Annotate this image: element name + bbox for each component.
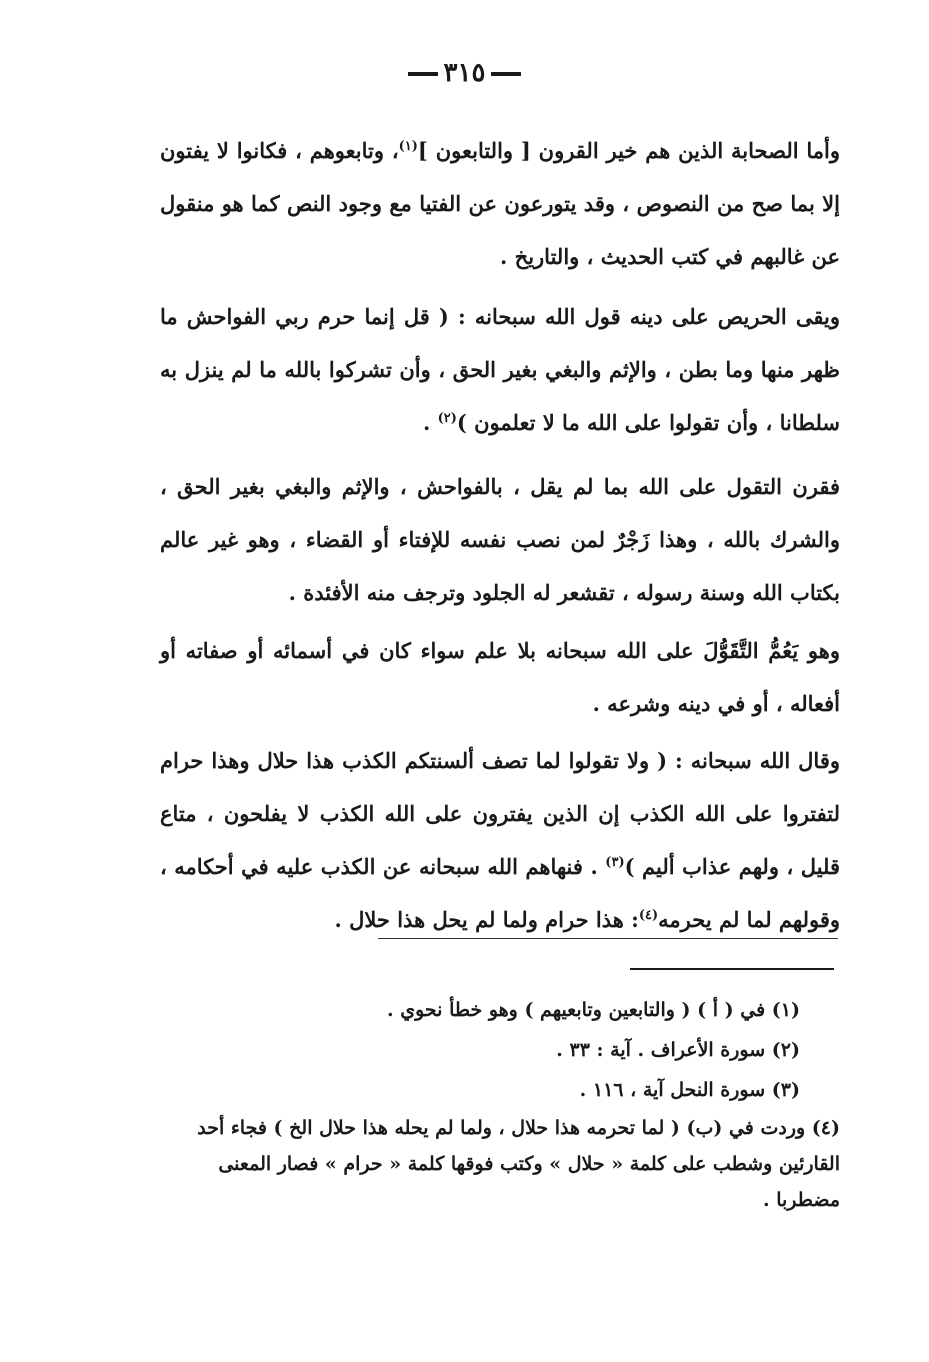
footnote-ref-2: (٢) <box>437 411 457 426</box>
footnote-2: (٢) سورة الأعراف . آية : ٣٣ . <box>556 1039 800 1061</box>
paragraph-3 <box>160 460 840 619</box>
dash-right <box>408 72 438 76</box>
paragraph-5-text-cont: . فنهاهم الله سبحانه عن الكذب عليه في أحكامه ، وقولهم لما لم يحرمه <box>160 854 840 932</box>
page-number <box>0 58 929 88</box>
dash-left <box>491 72 521 76</box>
paragraph-1 <box>160 124 840 283</box>
paragraph-5-text: وقال الله سبحانه : ( ولا تقولوا لما تصف ألسنتكم الكذب هذا حلال وهذا حرام لتفتروا على الله الكذب إن الذين يفترون على الله الكذب لا يفلحون ، متاع قليل ، ولهم عذاب أليم ) <box>160 748 841 879</box>
page-number-text: ٣١٥ <box>443 58 486 88</box>
paragraph-2 <box>160 290 840 449</box>
paragraph-5 <box>160 734 840 946</box>
paragraph-1-text-cont: ، وتابعوهم ، فكانوا لا يفتون إلا بما صح من النصوص ، وقد يتورعون عن الفتيا مع وجود النص كما هو منقول عن غالبهم في كتب الحديث ، والتاريخ . <box>160 138 840 269</box>
footnote-ref-1: (١) <box>398 139 418 154</box>
footnote-1: (١) في ( أ ) ( والتابعين وتابعيهم ) وهو خطأ نحوي . <box>387 999 800 1021</box>
footnote-ref-4: (٤) <box>638 908 659 923</box>
footnote-ref-3: (٣) <box>605 855 625 870</box>
paragraph-2-text-cont: . <box>422 410 431 435</box>
paragraph-3-text: فقرن التقول على الله بما لم يقل ، بالفواحش ، والإثم والبغي بغير الحق ، والشرك بالله ، وهذا زَجْرٌ لمن نصب نفسه للإفتاء أو القضاء ، وهو غير عالم بكتاب الله وسنة رسوله ، تقشعر له الجلود وترجف منه الأفئدة . <box>160 474 840 605</box>
footnote-3: (٣) سورة النحل آية ، ١١٦ . <box>579 1079 800 1101</box>
footnote-4: (٤) وردت في (ب) ( لما تحرمه هذا حلال ، ولما لم يحله هذا حلال الخ ) فجاء أحد القارئين وشطب على كلمة « حلال » وكتب فوقها كلمة « حرام » فصار المعنى مضطربا . <box>197 1117 840 1211</box>
paragraph-2-text: ويقى الحريص على دينه قول الله سبحانه : ( قل إنما حرم ربي الفواحش ما ظهر منها وما بطن ، والإثم والبغي بغير الحق ، وأن تشركوا بالله ما لم ينزل به سلطانا ، وأن تقولوا على الله ما لا تعلمون ) <box>160 304 840 435</box>
paragraph-1-text: وأما الصحابة الذين هم خير القرون [ والتابعون ] <box>417 138 841 163</box>
paragraph-4-text: وهو يَعُمُّ التَّقَوُّلَ على الله سبحانه بلا علم سواء كان في أسمائه أو صفاته أو أفعاله ، أو في دينه وشرعه . <box>160 638 840 716</box>
footnote-separator <box>630 968 834 970</box>
paragraph-4 <box>160 624 840 730</box>
paragraph-5-text-end: : هذا حرام ولما لم يحل هذا حلال . <box>334 907 639 932</box>
footnotes <box>150 990 840 1218</box>
text-underline <box>378 938 838 939</box>
